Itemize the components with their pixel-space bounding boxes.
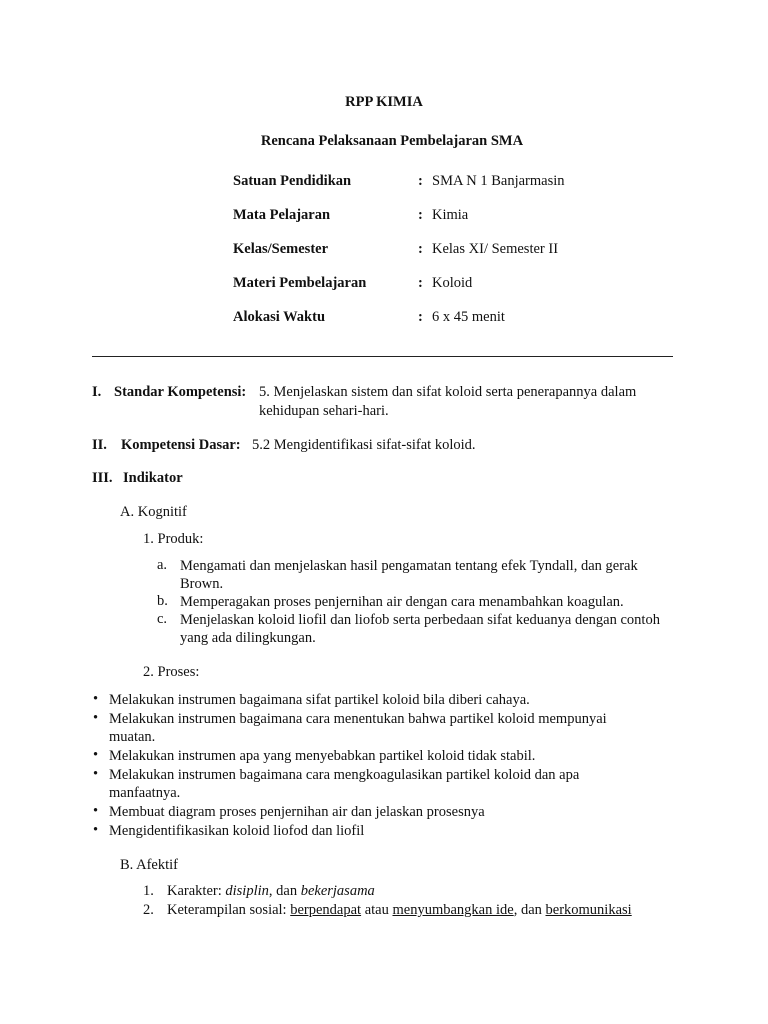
identity-label: Kelas/Semester (233, 241, 329, 257)
afektif-item-number: 1. (143, 883, 154, 899)
bullet-symbol: • (93, 822, 99, 838)
proses-label: 2. Proses: (143, 664, 200, 680)
keterampilan-berpendapat: berpendapat (290, 902, 362, 918)
produk-item-letter: a. (157, 557, 168, 573)
bullet-symbol: • (93, 710, 99, 726)
standar-text-line1: 5. Menjelaskan sistem dan sifat koloid serta penerapannya dalam (259, 384, 637, 400)
produk-item: Menjelaskan koloid liofil dan liofob serta perbedaan sifat keduanya dengan contoh yang ada dilingkungan. (180, 612, 660, 646)
document-title: RPP KIMIA (345, 94, 423, 110)
produk-label: 1. Produk: (143, 531, 204, 547)
proses-item: Melakukan instrumen bagaimana cara menentukan bahwa partikel koloid mempunyai muatan. (109, 711, 607, 745)
keterampilan-berkomunikasi: berkomunikasi (545, 902, 632, 918)
section-numeral: III. (92, 470, 113, 486)
identity-label: Mata Pelajaran (233, 207, 331, 223)
produk-item-letter: b. (157, 593, 168, 609)
section-heading-standar: Standar Kompetensi: (114, 384, 247, 400)
proses-item: Melakukan instrumen bagaimana cara mengkoagulasikan partikel koloid dan apa manfaatnya. (109, 767, 580, 801)
afektif-item-karakter (167, 883, 375, 900)
identity-colon: : (418, 173, 423, 189)
identity-value: 6 x 45 menit (432, 309, 505, 325)
standar-text-line2: kehidupan sehari-hari. (259, 403, 389, 419)
identity-colon: : (418, 207, 423, 223)
keterampilan-connector: atau (361, 902, 393, 918)
identity-value: Koloid (432, 275, 473, 291)
karakter-prefix: Karakter: (167, 883, 226, 899)
produk-item-letter: c. (157, 611, 168, 627)
keterampilan-prefix: Keterampilan sosial: (167, 902, 291, 918)
afektif-item-keterampilan (167, 902, 632, 919)
bullet-symbol: • (93, 766, 99, 782)
proses-item: Mengidentifikasikan koloid liofod dan liofil (109, 823, 365, 839)
bullet-symbol: • (93, 747, 99, 763)
section-numeral: I. (92, 384, 102, 400)
produk-item: Mengamati dan menjelaskan hasil pengamatan tentang efek Tyndall, dan gerak Brown. (180, 558, 638, 592)
identity-value: Kimia (432, 207, 469, 223)
karakter-value-bekerjasama: bekerjasama (300, 883, 375, 899)
identity-colon: : (418, 241, 423, 257)
keterampilan-menyumbangkan-ide: menyumbangkan ide (392, 902, 514, 918)
proses-item: Membuat diagram proses penjernihan air dan jelaskan prosesnya (109, 804, 485, 820)
section-heading-kompetensi: Kompetensi Dasar: (121, 437, 241, 453)
keterampilan-connector: , dan (513, 902, 546, 918)
bullet-symbol: • (93, 691, 99, 707)
document-subtitle: Rencana Pelaksanaan Pembelajaran SMA (260, 133, 524, 149)
identity-label: Satuan Pendidikan (233, 173, 352, 189)
proses-item: Melakukan instrumen bagaimana sifat partikel koloid bila diberi cahaya. (109, 692, 530, 708)
horizontal-divider (92, 356, 673, 357)
identity-label: Materi Pembelajaran (233, 275, 367, 291)
section-numeral: II. (92, 437, 107, 453)
afektif-item-number: 2. (143, 902, 154, 918)
identity-value: SMA N 1 Banjarmasin (432, 173, 565, 189)
bullet-symbol: • (93, 803, 99, 819)
proses-item: Melakukan instrumen apa yang menyebabkan partikel koloid tidak stabil. (109, 748, 536, 764)
karakter-value-disiplin: disiplin (225, 883, 269, 899)
identity-colon: : (418, 309, 423, 325)
produk-item: Memperagakan proses penjernihan air dengan cara menambahkan koagulan. (180, 594, 624, 610)
identity-label: Alokasi Waktu (233, 309, 326, 325)
kompetensi-text: 5.2 Mengidentifikasi sifat-sifat koloid. (252, 437, 476, 453)
identity-value: Kelas XI/ Semester II (432, 241, 559, 257)
afektif-label: B. Afektif (120, 857, 178, 873)
identity-colon: : (418, 275, 423, 291)
kognitif-label: A. Kognitif (120, 504, 187, 520)
section-heading-indikator: Indikator (123, 470, 183, 486)
karakter-connector: , dan (268, 883, 301, 899)
